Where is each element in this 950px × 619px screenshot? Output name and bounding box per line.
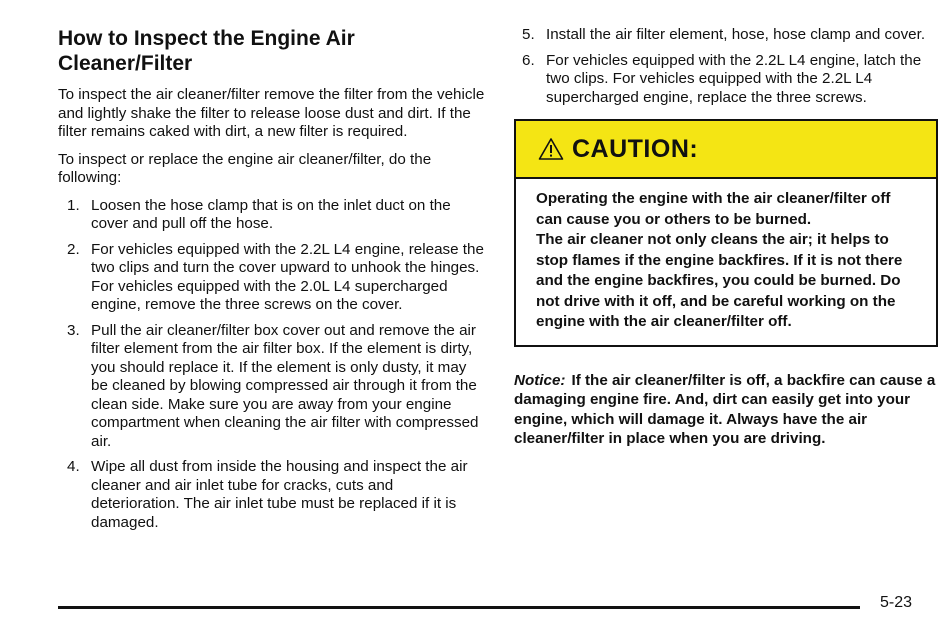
list-item	[514, 26, 938, 45]
notice-text: If the air cleaner/filter is off, a backfire can cause a damaging engine fire. And, dirt can easily get into your engine, which will damage it. Always have the air cleaner/filter in place when you are driving.	[514, 371, 936, 447]
caution-paragraph: The air cleaner not only cleans the air; it helps to stop flames if the engine backfires. If it is not there and the engine backfires, you could be burned. Do not drive with it off, and be careful working on the engine with the air cleaner/filter off.	[536, 231, 903, 330]
step-text: Pull the air cleaner/filter box cover out and remove the air filter element from the air filter box. If the element is dirty, you should replace it. If the element is only dusty, it may be cleaned by blowing compressed air through it from the clean side. Make sure you are away from your engine compartment when cleaning the air filter with compressed air.	[91, 321, 479, 450]
page-number: 5-23	[880, 594, 913, 611]
caution-body	[516, 179, 936, 345]
step-text: For vehicles equipped with the 2.2L L4 engine, latch the two clips. For vehicles equipped with the 2.2L L4 supercharged engine, replace the three screws.	[546, 51, 922, 106]
steps-list-left	[58, 197, 486, 533]
step-number: 6.	[522, 51, 535, 69]
lead-in-paragraph: To inspect or replace the engine air cleaner/filter, do the following:	[58, 150, 432, 186]
caution-header	[516, 121, 936, 179]
warning-triangle-icon	[538, 137, 564, 161]
right-column	[514, 26, 938, 449]
step-text: For vehicles equipped with the 2.2L L4 engine, release the two clips and turn the cover upward to unhook the hinges. For vehicles equipped with the 2.0L L4 supercharged engine, remove the three screws on the cover.	[91, 240, 484, 313]
intro-paragraph: To inspect the air cleaner/filter remove the filter from the vehicle and lightly shake the filter to release loose dust and dirt. If the filter remains caked with dirt, a new filter is required.	[58, 86, 485, 140]
list-item	[514, 52, 938, 108]
steps-list-right	[514, 26, 938, 107]
footer-rule	[58, 606, 860, 609]
list-item	[58, 322, 486, 452]
left-column	[58, 26, 486, 539]
list-item	[58, 241, 486, 315]
list-item	[58, 197, 486, 234]
section-title: How to Inspect the Engine Air Cleaner/Filter	[58, 27, 355, 75]
step-number: 4.	[67, 458, 80, 475]
caution-paragraph: Operating the engine with the air cleaner/filter off can cause you or others to be burned.	[536, 190, 891, 228]
step-text: Loosen the hose clamp that is on the inlet duct on the cover and pull off the hose.	[91, 196, 451, 232]
step-number: 1.	[67, 196, 80, 214]
step-number: 3.	[67, 321, 80, 339]
caution-box	[514, 119, 938, 347]
step-number: 5.	[522, 26, 535, 43]
step-text: Install the air filter element, hose, hose clamp and cover.	[546, 26, 926, 43]
step-number: 2.	[67, 240, 80, 258]
step-text: Wipe all dust from inside the housing and inspect the air cleaner and air inlet tube for cracks, cuts and deterioration. The air inlet tube must be replaced if it is damaged.	[91, 458, 468, 531]
list-item	[58, 458, 486, 532]
notice-paragraph	[514, 371, 938, 449]
caution-title: CAUTION:	[572, 134, 699, 163]
notice-label: Notice:	[514, 371, 566, 389]
